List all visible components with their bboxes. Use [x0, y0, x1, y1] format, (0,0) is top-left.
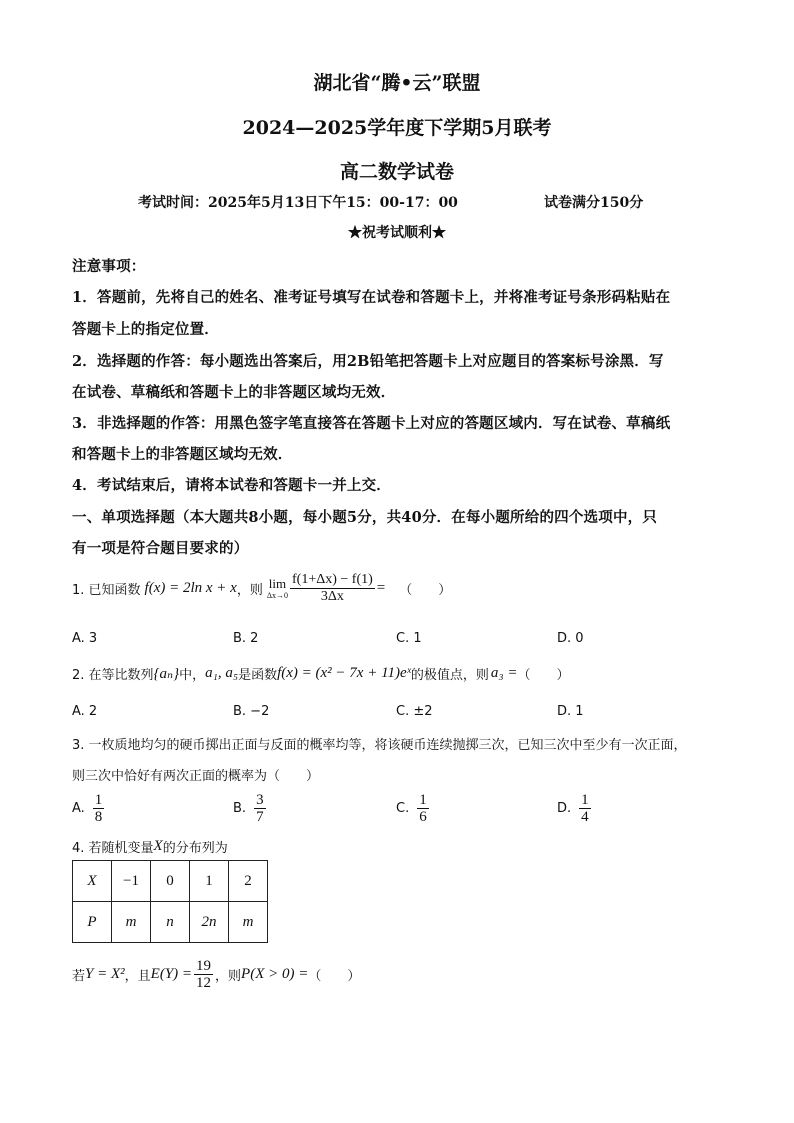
title-paper: 高二数学试卷 — [339, 161, 454, 183]
table-cell: 2n — [190, 902, 229, 943]
q3-option-a-den: 8 — [94, 809, 103, 825]
q4-cond3: ，则 — [215, 969, 242, 984]
q1-option-d: D. 0 — [557, 631, 584, 646]
table-cell: m — [112, 902, 151, 943]
q1-numerator: f(1+Δx) − f(1) — [292, 572, 373, 587]
note-2a: 2．选择题的作答：每小题选出答案后，用2B铅笔把答题卡上对应题目的答案标号涂黑．写 — [72, 353, 664, 370]
title-exam-session: 2024—2025学年度下学期5月联考 — [242, 117, 552, 139]
table-row — [73, 902, 268, 943]
title-alliance: 湖北省“腾•云”联盟 — [313, 72, 481, 94]
q2-mid1: 中， — [179, 668, 206, 683]
q2-option-a: A. 2 — [72, 704, 98, 719]
q3-option-c-num: 1 — [419, 792, 427, 808]
wish-line: ★祝考试顺利★ — [348, 225, 446, 241]
section-heading-line2: 有一项是符合题目要求的） — [72, 540, 249, 557]
distribution-table — [72, 860, 268, 943]
q4-answer-paren: （ ） — [308, 969, 361, 984]
q3-option-a — [72, 792, 106, 825]
note-1a: 1．答题前，先将自己的姓名、准考证号填写在试卷和答题卡上，并将准考证号条形码粘贴在 — [72, 289, 671, 306]
note-1b: 答题卡上的指定位置． — [72, 321, 219, 338]
q3-option-d — [557, 792, 593, 825]
q3-option-b-label: B. — [233, 801, 247, 816]
question-4 — [72, 837, 228, 856]
table-cell: 1 — [190, 861, 229, 902]
q1-option-c: C. 1 — [396, 631, 422, 646]
section-heading-line1: 一、单项选择题（本大题共8小题，每小题5分，共40分．在每小题所给的四个选项中，只 — [72, 509, 658, 526]
q1-function: f(x) = 2ln x + x — [144, 580, 237, 596]
table-cell: 0 — [151, 861, 190, 902]
table-cell: 2 — [229, 861, 268, 902]
q1-answer-paren: （ ） — [399, 583, 452, 598]
q1-option-a: A. 3 — [72, 631, 98, 646]
q3-line2: 则三次中恰好有两次正面的概率为（ ） — [72, 769, 320, 784]
q2-mid2: 是函数 — [238, 668, 278, 683]
q3-option-b-fraction — [254, 792, 266, 825]
q3-option-c-den: 6 — [419, 809, 427, 825]
q2-sequence: {aₙ} — [153, 666, 180, 682]
q4-variable: X — [153, 838, 163, 854]
q1-prefix: 1. 已知函数 — [72, 583, 141, 598]
question-2 — [72, 664, 569, 683]
q4-condition — [72, 958, 360, 991]
table-cell: −1 — [112, 861, 151, 902]
q1-lim-sub: Δx→0 — [266, 591, 289, 600]
q3-option-d-den: 4 — [581, 809, 589, 825]
q4-prefix: 4. 若随机变量 — [72, 841, 154, 856]
table-cell: m — [229, 902, 268, 943]
q4-y-def: Y = X² — [85, 966, 125, 982]
q4-expectation-fraction — [194, 958, 213, 991]
q1-denominator: 3Δx — [320, 589, 344, 604]
note-3b: 和答题卡上的非答题区域均无效． — [72, 446, 293, 463]
table-row — [73, 861, 268, 902]
q3-option-a-label: A. — [72, 801, 85, 816]
table-cell: n — [151, 902, 190, 943]
q3-option-d-num: 1 — [581, 792, 589, 808]
note-2b: 在试卷、草稿纸和答题卡上的非答题区域均无效． — [72, 384, 396, 401]
q3-option-b-den: 7 — [256, 809, 264, 825]
q2-function: f(x) = (x² − 7x + 11)eˣ — [277, 665, 411, 681]
q3-option-c-fraction — [417, 792, 429, 825]
q2-option-d: D. 1 — [557, 704, 584, 719]
q4-cond2: ，且 — [124, 969, 151, 984]
q3-option-d-fraction — [579, 792, 591, 825]
q3-line1: 3. 一枚质地均匀的硬币掷出正面与反面的概率均等，将该硬币连续抛掷三次，已知三次中至少有一次正面， — [72, 738, 687, 753]
notes-heading: 注意事项： — [72, 258, 146, 275]
q2-a3: a₃ = — [490, 665, 518, 681]
q3-option-b-num: 3 — [256, 792, 264, 808]
q1-mid: ，则 — [236, 583, 263, 598]
q4-cond1: 若 — [72, 969, 86, 984]
question-1 — [72, 572, 451, 605]
q1-equals: = — [376, 580, 386, 596]
q1-limit — [267, 577, 288, 600]
exam-time: 考试时间：2025年5月13日下午15：00-17：00 — [138, 195, 458, 211]
q2-option-c: C. ±2 — [396, 704, 433, 719]
q3-option-c — [396, 792, 431, 825]
q3-option-c-label: C. — [396, 801, 410, 816]
table-cell: P — [73, 902, 112, 943]
q2-answer-paren: （ ） — [517, 668, 570, 683]
q4-expectation: E(Y) = — [150, 966, 193, 982]
q2-prefix: 2. 在等比数列 — [72, 668, 154, 683]
q1-option-b: B. 2 — [233, 631, 259, 646]
q3-option-b — [233, 792, 268, 825]
q2-option-b: B. −2 — [233, 704, 270, 719]
q3-option-d-label: D. — [557, 801, 572, 816]
q3-option-a-num: 1 — [94, 792, 103, 808]
q2-points: a₁, a₅ — [205, 665, 239, 681]
q2-mid3: 的极值点，则 — [410, 668, 489, 683]
note-3a: 3．非选择题的作答：用黑色签字笔直接答在答题卡上对应的答题区域内．写在试卷、草稿纸 — [72, 415, 671, 432]
q4-probability: P(X > 0) = — [241, 966, 309, 982]
q4-suffix: 的分布列为 — [162, 841, 228, 856]
note-4: 4．考试结束后，请将本试卷和答题卡一并上交． — [72, 477, 391, 494]
full-score: 试卷满分150分 — [544, 195, 644, 211]
table-cell: X — [73, 861, 112, 902]
q1-lim-text: lim — [268, 576, 287, 591]
q1-fraction — [290, 572, 375, 605]
q3-option-a-fraction — [93, 792, 105, 825]
q4-ey-num: 19 — [196, 958, 212, 974]
q4-ey-den: 12 — [196, 975, 212, 991]
